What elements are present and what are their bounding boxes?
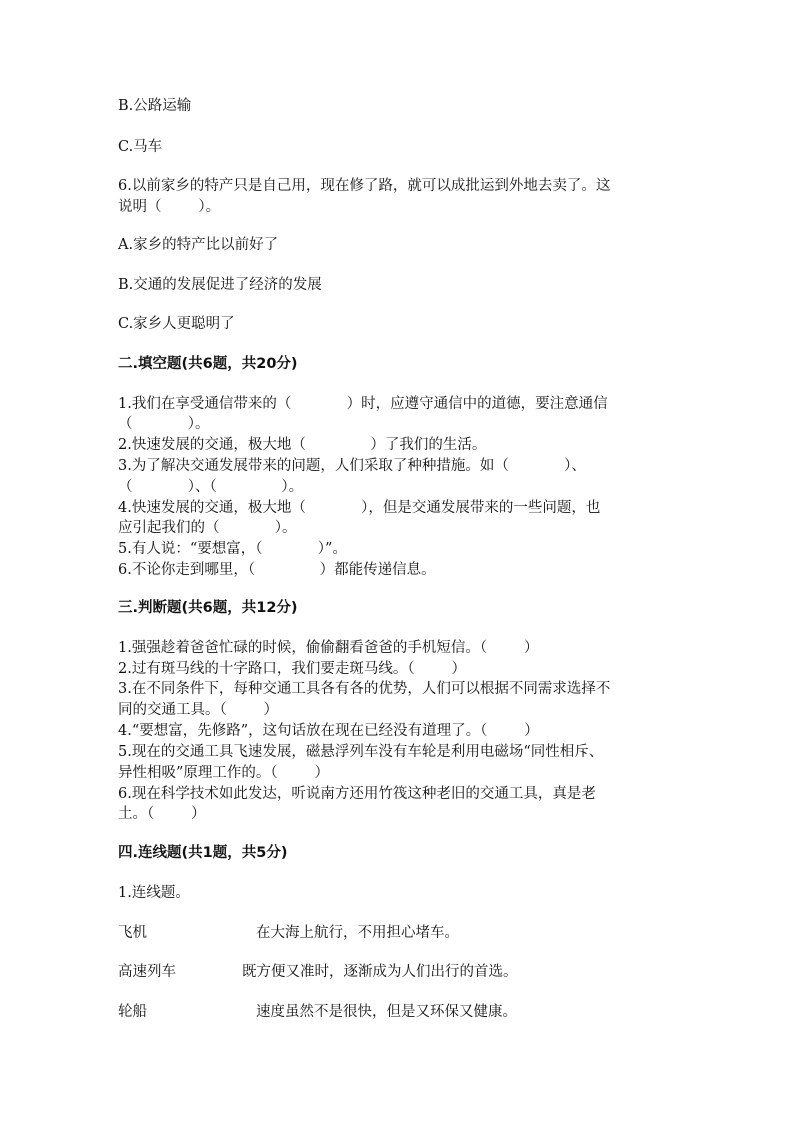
section4-heading: 四.连线题(共1题，共5分) [118,845,288,861]
q6-option-b: B.交通的发展促进了经济的发展 [118,277,322,293]
section2-line: 5.有人说：“要想富，（ ）”。 [118,541,347,557]
section3-heading: 三.判断题(共6题，共12分) [118,600,298,616]
section3-line: 2.过有斑马线的十字路口，我们要走斑马线。（ ） [118,661,466,677]
match-left-item[interactable]: 飞机 [118,925,147,941]
section3-line: 异性相吸”原理工作的。（ ） [118,765,330,781]
q6-option-c: C.家乡人更聪明了 [118,316,235,332]
match-right-item[interactable]: 在大海上航行，不用担心堵车。 [256,925,459,941]
section2-line: 4.快速发展的交通，极大地（ ），但是交通发展带来的一些问题，也 [118,500,601,516]
section3-line: 土。（ ） [118,806,206,822]
section2-line: （ ）、（ ）。 [118,479,304,495]
section2-line: 2.快速发展的交通，极大地（ ）了我们的生活。 [118,437,487,453]
section4-question: 1.连线题。 [118,885,190,901]
section2-heading: 二.填空题(共6题，共20分) [118,356,298,372]
section2-line: 应引起我们的（ ）。 [118,520,297,536]
section2-line: 1.我们在享受通信带来的（ ）时，应遵守通信中的道德，要注意通信 [118,396,608,412]
section2-line: （ ）。 [118,416,210,432]
q6-option-a: A.家乡的特产比以前好了 [118,237,279,253]
section3-line: 3.在不同条件下，每种交通工具各有各的优势，人们可以根据不同需求选择不 [118,681,611,697]
option-c: C.马车 [118,139,163,155]
match-left-item[interactable]: 轮船 [118,1004,147,1020]
section3-line: 1.强强趁着爸爸忙碌的时候，偷偷翻看爸爸的手机短信。（ ） [118,640,539,656]
section3-line: 同的交通工具。（ ） [118,702,279,718]
section3-line: 4.“要想富，先修路”，这句话放在现在已经没有道理了。（ ） [118,723,539,739]
match-right-item[interactable]: 既方便又准时，逐渐成为人们出行的首选。 [242,964,518,980]
section3-line: 6.现在科学技术如此发达，听说南方还用竹筏这种老旧的交通工具，真是老 [118,786,596,802]
match-right-item[interactable]: 速度虽然不是很快，但是又环保又健康。 [256,1004,517,1020]
option-b: B.公路运输 [118,98,192,114]
match-left-item[interactable]: 高速列车 [118,964,176,980]
section2-line: 6.不论你走到哪里，（ ）都能传递信息。 [118,562,436,578]
section2-line: 3.为了解决交通发展带来的问题，人们采取了种种措施。如（ ）、 [118,458,586,474]
q6-stem-line1: 6.以前家乡的特产只是自己用，现在修了路，就可以成批运到外地去卖了。这 [118,178,611,194]
q6-stem-line2: 说明（ ）。 [118,199,221,215]
section3-line: 5.现在的交通工具飞速发展，磁悬浮列车没有车轮是利用电磁场“同性相斥、 [118,744,604,760]
